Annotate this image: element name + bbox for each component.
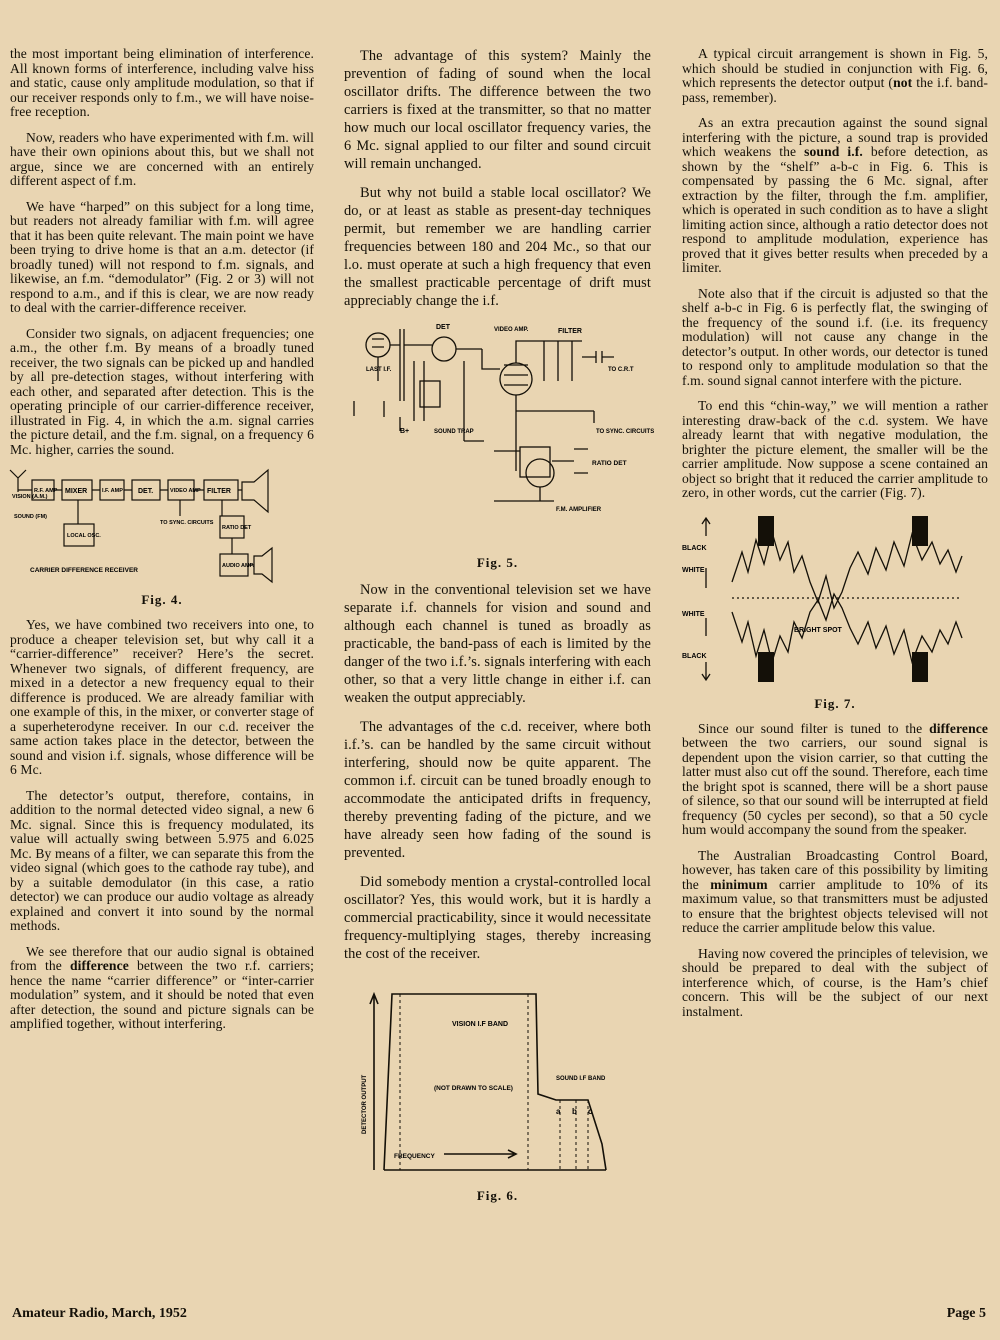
fig7-bright: BRIGHT SPOT	[794, 626, 842, 634]
fig6-sound: SOUND I.F BAND	[556, 1076, 606, 1082]
fig7-white: WHITE	[682, 566, 705, 574]
paragraph: We see therefore that our audio signal is obtained from the difference between the two r.f. carriers; hence the name “carrier difference” or “inter-carrier modulation” system, and it should be noted that even after detection, the sound and picture signals can be amplified together, without interfering.	[10, 943, 314, 1031]
fig5-ratio: RATIO DET	[592, 460, 627, 467]
fig4-if: I.F. AMP	[102, 488, 123, 494]
paragraph: To end this “chin-way,” we will mention a rather interesting draw-back of the c.d. system. We have already learnt that with negative modulation, the brighter the picture element, the smaller will be the carrier amplitude. Now suppose a scene contained an object so bright that it reduced the carrier amplitude to zero, in other words, cut the carrier (Fig. 7).	[682, 398, 988, 500]
fig6-yaxis: DETECTOR OUTPUT	[362, 1074, 368, 1134]
fig5-fm: F.M. AMPLIFIER	[556, 507, 602, 513]
fig4-video: VIDEO AMP	[170, 488, 201, 494]
fig4-audio: AUDIO AMP.	[222, 563, 255, 569]
column-1	[10, 47, 314, 1043]
response-graph	[344, 974, 644, 1184]
fig5-video: VIDEO AMP.	[494, 327, 529, 333]
figure-6	[344, 974, 651, 1204]
fig6-b: b	[572, 1107, 577, 1116]
paragraph: Note also that if the circuit is adjusted so that the shelf a-b-c in Fig. 6 is perfectly flat, the swinging of the frequency of the sound i.f. (i.e. its frequency modulation) will not cause any change in the detector’s output. In other words, our detector is tuned to respond only to amplitude modulation so that the f.m. sound signal cannot interfere with the picture.	[682, 285, 988, 388]
paragraph: Did somebody mention a crystal-controlled local oscillator? Yes, this would work, but it is hardly a commercial practicability, since it would necessitate frequency-multiplying stages, thereby increasing the cost of the receiver.	[344, 874, 651, 962]
figure-7	[682, 512, 988, 712]
paragraph: Yes, we have combined two receivers into one, to produce a cheaper television set, but why call it a “carrier-difference” receiver? Here’s the secret. Whenever two signals, of different frequency, are mixed in a detector a new frequency equal to their difference is produced. We are already familiar with one example of this, in the mixer, or converter stage of a superheterodyne receiver. In our c.d. receiver the same action takes place in the detector, between the sound and vision i.f. signals, whose difference will be 6 Mc.	[10, 617, 314, 777]
fig4-title: CARRIER DIFFERENCE RECEIVER	[30, 567, 138, 574]
paragraph: A typical circuit arrangement is shown in Fig. 5, which should be studied in conjunction with Fig. 6, which represents the detector output (not the i.f. band-pass, remember).	[682, 46, 988, 105]
paragraph: Having now covered the principles of television, we should be prepared to deal with the subject of interference which, of course, is the Ham’s chief concern. This will be the subject of our next instalment.	[682, 945, 988, 1019]
fig4-sound: SOUND (FM)	[14, 514, 47, 520]
paragraph: Since our sound filter is tuned to the difference between the two carriers, our sound signal is dependent upon the vision carrier, so that cutting the latter must also cut off the sound. Therefore, each time the bright spot is scanned, there will be a short pause of silence, so that our sound will be interrupted at field frequency (50 cycles per second), so that a 50 cycle hum would accompany the sound from the speaker.	[682, 720, 988, 837]
paragraph: We have “harped” on this subject for a long time, but readers not already familiar with f.m. will agree that it has been quite relevant. The main point we have been trying to drive home is that an a.m. detector (if broadly tuned) will not respond to f.m. signals, and likewise, an f.m. “demodulator” (Fig. 2 or 3) will not respond to a.m., and if this is clear, we are now ready to deal with the carrier-difference receiver.	[10, 198, 314, 315]
paragraph: The advantages of the c.d. receiver, where both i.f.’s. can be handled by the same circuit without interfering, should now be quite apparent. The common i.f. circuit can be tuned broadly enough to accommodate the anticipated drifts in frequency, thereby preventing fading of the picture, and we have already seen how fading of the sound is prevented.	[344, 719, 651, 861]
paragraph: The Australian Broadcasting Control Board, however, has taken care of this possibility by limiting the minimum carrier amplitude to 10% of its maximum value, so that transmitters must be adjusted to ensure that the brightest objects televised will not reduce the carrier amplitude below this value.	[682, 847, 989, 935]
fig6-caption: Fig. 6.	[476, 1188, 519, 1203]
fig4-local: LOCAL OSC.	[67, 533, 101, 539]
fig4-sync: TO SYNC. CIRCUITS	[160, 520, 214, 526]
fig6-c: c	[588, 1107, 593, 1116]
fig5-det1: DET	[436, 324, 450, 331]
waveform-diagram	[682, 512, 982, 692]
figure-5	[344, 321, 655, 571]
fig4-ratio: RATIO DET	[222, 525, 252, 531]
fig4-caption: Fig. 4.	[141, 592, 183, 607]
fig4-mixer: MIXER	[65, 488, 88, 495]
fig5-filter: FILTER	[558, 328, 582, 335]
column-2	[344, 47, 655, 1214]
fig7-black: BLACK	[682, 544, 707, 552]
figure-4	[10, 468, 314, 608]
fig5-last-if: LAST I.F.	[366, 367, 392, 373]
circuit-diagram	[344, 321, 655, 551]
paragraph: the most important being elimination of interference. All known forms of interference, including valve hiss and static, cause only amplitude modulation, so that if our receiver responds only to f.m., we will have noise-free reception.	[10, 46, 314, 119]
block-diagram	[10, 468, 310, 588]
fig5-bplus: B+	[400, 428, 410, 435]
fig5-crt: TO C.R.T	[608, 367, 634, 373]
fig4-rf: R.F. AMP	[34, 488, 58, 494]
paragraph: As an extra precaution against the sound signal interfering with the picture, a sound trap is provided which weakens the sound i.f. before detection, as shown by the “shelf” a-b-c in Fig. 6. This is compensated by passing the 6 Mc. signal, after extraction by the filter, through the f.m. amplifier, which is operated in such condition as to have a slight limiting action since, although a ratio detector does not respond to amplitude modulation, experience has proved that it gives better results when preceded by a limiter.	[682, 115, 988, 275]
fig5-sync: TO SYNC. CIRCUITS	[596, 429, 655, 435]
paragraph: Consider two signals, on adjacent frequencies; one a.m., the other f.m. By means of a broadly tuned receiver, the two signals can be picked up and handled by all pre-detection stages, without interfering with each other, and separated after detection. This is the operating principle of our carrier-difference receiver, illustrated in Fig. 4, in which the a.m. signal carries the picture detail, and the f.m. signal, on a frequency 6 Mc. higher, carries the sound.	[10, 325, 314, 457]
fig5-trap: SOUND TRAP	[434, 429, 474, 435]
paragraph: The detector’s output, therefore, contains, in addition to the normal detected video signal, a new 6 Mc. signal. Since this is frequency modulated, its value will actually swing between 5.975 and 6.025 Mc. By means of a filter, we can separate this from the video signal (which goes to the cathode ray tube), and by a suitable demodulator (in this case, a ratio detector) we can produce our audio voltage as already explained and convert it into sound by the normal methods.	[10, 787, 314, 933]
paragraph: Now, readers who have experimented with f.m. will have their own opinions about this, but we shall not argue, since we are concerned with an entirely different aspect of f.m.	[10, 129, 314, 188]
fig7-black2: BLACK	[682, 652, 707, 660]
fig6-xaxis: FREQUENCY	[394, 1153, 435, 1160]
fig6-a: a	[556, 1107, 561, 1116]
page-number: Page 5	[946, 1306, 986, 1321]
fig4-vision: VISION (A.M.)	[12, 494, 48, 500]
paragraph: But why not build a stable local oscillator? We do, or at least as stable as present-day techniques permit, but remember we are handling carrier frequencies between 180 and 204 Mc., so that our l.o. must operate at such a high frequency that even the smallest practicable percentage of drift must appreciably change the i.f.	[344, 185, 651, 309]
column-3	[682, 47, 988, 1030]
fig6-notdrawn: (NOT DRAWN TO SCALE)	[434, 1085, 513, 1092]
fig4-det: DET.	[138, 488, 154, 495]
fig5-caption: Fig. 5.	[476, 555, 519, 570]
fig7-white2: WHITE	[682, 610, 705, 618]
fig7-caption: Fig. 7.	[814, 695, 856, 711]
fig6-vision: VISION I.F BAND	[452, 1021, 509, 1028]
fig4-filter: FILTER	[207, 488, 231, 495]
footer-publication: Amateur Radio, March, 1952	[12, 1306, 187, 1321]
paragraph: The advantage of this system? Mainly the prevention of fading of sound when the local oscillator drifts. The difference between the two carriers is fixed at the transmitter, so that no matter how much our local oscillator frequency varies, the 6 Mc. signal applied to our filter and sound circuit will remain unchanged.	[344, 48, 651, 172]
paragraph: Now in the conventional television set we have separate i.f. channels for vision and sound and although each channel is tuned as broadly as practicable, the band-pass of each is limited by the danger of the two i.f.’s. signals interfering with each other, so that a very little change in either i.f. can weaken the output appreciably.	[344, 582, 651, 706]
